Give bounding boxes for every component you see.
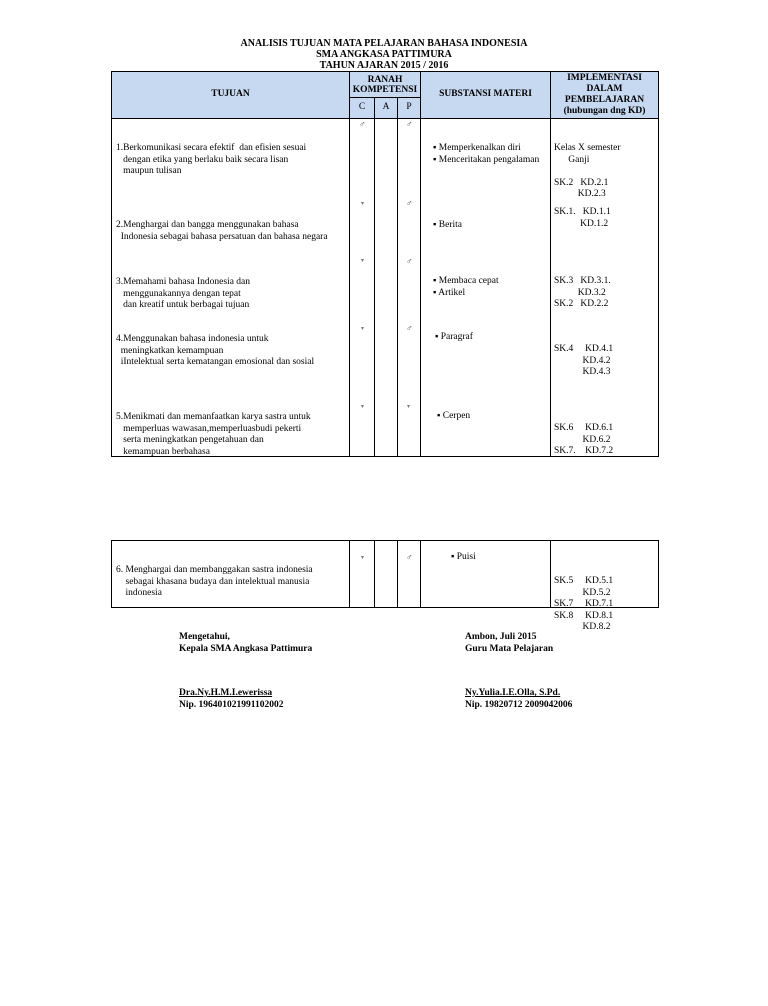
document-title: ANALISIS TUJUAN MATA PELAJARAN BAHASA INDONESIA [240, 38, 528, 49]
c-mark-6: ▾ [361, 555, 365, 561]
c-cell-6 [350, 541, 375, 608]
materi-2: ▪ Berita [433, 220, 462, 230]
c-column [350, 119, 375, 457]
p-cell-6 [398, 541, 421, 608]
analysis-table-continued [111, 540, 659, 632]
tujuan-3: 3.Memahami bahasa Indonesia dan menggunakannya dengan tepat dan kreatif untuk berbagai tujuan [116, 277, 251, 310]
p-column [398, 119, 421, 457]
tujuan-1: 1.Berkomunikasi secara efektif dan efisien sesuai dengan etika yang berlaku baik secara lisan maupun tulisan [116, 143, 307, 176]
impl-1: Kelas X semester Ganji SK.2 KD.2.1 KD.2.3 [554, 143, 621, 199]
left-position: Kepala SMA Angkasa Pattimura [179, 644, 313, 654]
materi-6: ▪ Puisi [421, 541, 551, 608]
p-mark-4: ♂ [406, 323, 413, 333]
header-implementasi [551, 72, 659, 119]
right-name: Ny.Yulia.I.E.Olla, S.Pd. [465, 688, 561, 698]
left-nip: Nip. 196401021991102002 [179, 700, 284, 710]
school-name: SMA ANGKASA PATTIMURA [316, 49, 452, 60]
school-year: TAHUN AJARAN 2015 / 2016 [319, 60, 449, 71]
header-p: P [398, 98, 421, 119]
p-mark-6: ♂ [406, 552, 413, 562]
implementasi-column [551, 119, 659, 457]
c-mark-2: ▾ [361, 201, 365, 207]
left-greeting: Mengetahui, [179, 632, 230, 642]
header-tujuan: TUJUAN [112, 72, 350, 119]
analysis-table [111, 71, 659, 457]
materi-4: ▪ Paragraf [435, 332, 473, 342]
materi-3: ▪ Membaca cepat ▪ Artikel [433, 276, 499, 298]
c-mark-3: ▾ [361, 258, 365, 264]
p-mark-1: ♂ [406, 119, 413, 129]
signature-left [179, 631, 312, 655]
p-mark-3: ♂ [406, 256, 413, 266]
table-row [112, 541, 659, 608]
left-name: Dra.Ny.H.M.I.ewerissa [179, 688, 273, 698]
signature-right-name [465, 687, 572, 711]
tujuan-2: 2.Menghargai dan bangga menggunakan bahasa Indonesia sebagai bahasa persatuan dan bahasa negara [116, 220, 328, 242]
tujuan-column [112, 119, 350, 457]
a-cell-6 [375, 541, 398, 608]
c-mark-4: ▾ [361, 326, 365, 332]
table-body-row [112, 119, 659, 457]
impl-5: SK.6 KD.6.1 KD.6.2 SK.7. KD.7.2 [554, 423, 614, 456]
header-implementasi-title: IMPLEMENTASI DALAM PEMBELAJARAN [564, 73, 645, 105]
materi-5: ▪ Cerpen [437, 411, 471, 421]
header-implementasi-sub: (hubungan dng KD) [563, 106, 646, 116]
impl-2: SK.1. KD.1.1 KD.1.2 [554, 207, 611, 229]
right-nip: Nip. 19820712 2009042006 [465, 700, 573, 710]
right-position: Guru Mata Pelajaran [465, 644, 554, 654]
header-ranah: RANAH KOMPETENSI [350, 72, 421, 98]
header-a: A [375, 98, 398, 119]
p-mark-2: ♂ [406, 198, 413, 208]
right-place-date: Ambon, Juli 2015 [465, 632, 537, 642]
substansi-column [421, 119, 551, 457]
tujuan-5: 5.Menikmati dan memanfaatkan karya sastra untuk memperluas wawasan,memperluasbudi pekerti serta meningkatkan pengetahuan dan kemampuan berbahasa [116, 412, 311, 457]
tujuan-4: 4.Menggunakan bahasa indonesia untuk meningkatkan kemampuan iIntelektual serta kematangan emosional dan sosial [116, 334, 315, 367]
a-column [375, 119, 398, 457]
impl-6: SK.5 KD.5.1 KD.5.2 SK.7 KD.7.1 SK.8 KD.8.1 KD.8.2 [551, 541, 659, 608]
signature-left-name [179, 687, 284, 711]
p-mark-5: ▾ [407, 404, 411, 410]
c-mark-5: ▾ [361, 404, 365, 410]
header-substansi: SUBSTANSI MATERI [421, 72, 551, 119]
impl-4: SK.4 KD.4.1 KD.4.2 KD.4.3 [554, 344, 614, 377]
tujuan-6: 6. Menghargai dan membanggakan sastra indonesia sebagai khasana budaya dan intelektual manusia indonesia [112, 541, 350, 608]
header-c: C [350, 98, 375, 119]
signature-right [465, 631, 553, 655]
impl-3: SK.3 KD.3.1. KD.3.2 SK.2 KD.2.2 [554, 276, 611, 309]
materi-1: ▪ Memperkenalkan diri ▪ Menceritakan pengalaman [433, 143, 540, 165]
c-mark-1: ♂ [359, 119, 366, 129]
